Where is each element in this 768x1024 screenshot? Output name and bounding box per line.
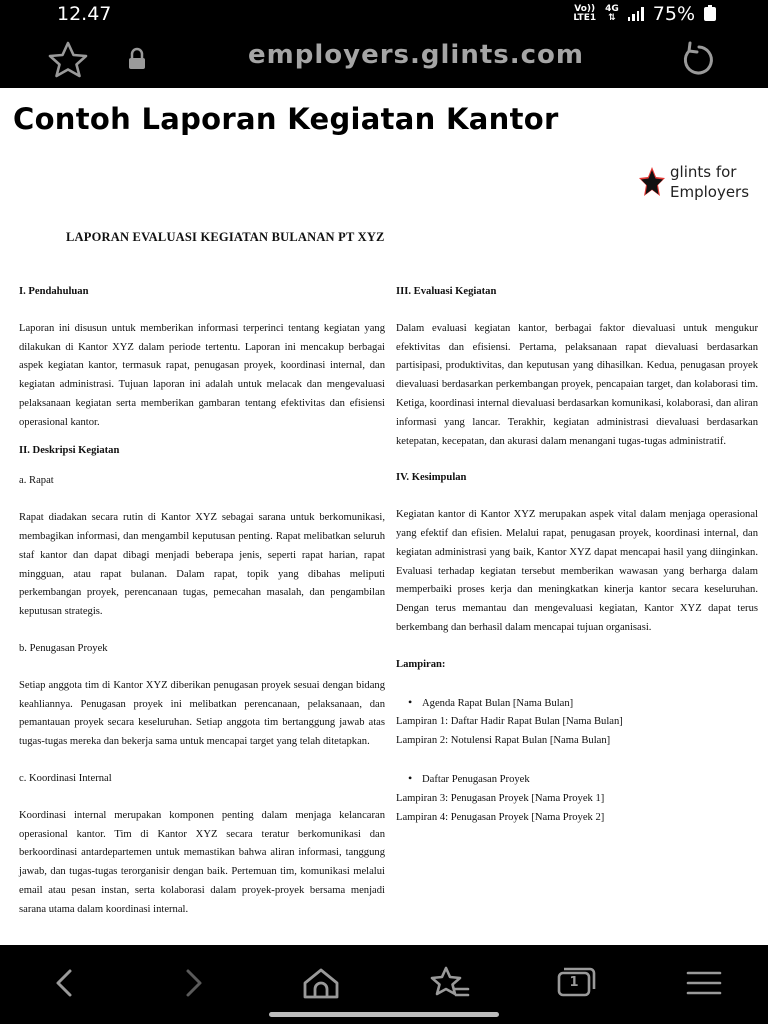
- section-heading: III. Evaluasi Kegiatan: [396, 286, 497, 297]
- section-paragraph: Setiap anggota tim di Kantor XYZ diberikan penugasan proyek sesuai dengan bidang keahliannya. Penugasan proyek ini melibatkan perencanaan, pelaksanaan, dan pemantauan proyek secara keseluruhan. Setiap anggota tim bertanggung jawab atas tugas-tugas mereka dan bekerja sama untuk mencapai target yang telah ditetapkan.: [19, 679, 385, 748]
- document-left-column: [19, 283, 385, 920]
- status-icons: [573, 3, 716, 25]
- subsection-heading: c. Koordinasi Internal: [19, 772, 112, 784]
- section-heading: II. Deskripsi Kegiatan: [19, 444, 120, 456]
- back-icon[interactable]: [38, 961, 90, 1005]
- status-bar: [0, 0, 768, 30]
- lampiran-heading: Lampiran:: [396, 658, 446, 670]
- url-field[interactable]: employers.glints.com: [248, 40, 584, 70]
- document-right-column: [396, 283, 758, 827]
- bookmarks-icon[interactable]: [422, 961, 474, 1005]
- home-indicator[interactable]: [269, 1012, 499, 1017]
- lampiran-item: Lampiran 1: Daftar Hadir Rapat Bulan [Nama Bulan]: [396, 716, 623, 728]
- address-bar: [0, 30, 768, 88]
- glints-star-icon: [638, 166, 666, 198]
- lock-icon: [126, 47, 148, 71]
- section-paragraph: Rapat diadakan secara rutin di Kantor XYZ sebagai sarana untuk berkomunikasi, membagikan informasi, dan mengambil keputusan penting. Rapat melibatkan seluruh staf kantor dan dapat dibagi menjadi beberapa jenis, seperti rapat harian, rapat mingguan, atau rapat bulanan. Dalam rapat, topik yang dibahas meliputi perkembangan proyek, perencanaan tugas, pemecahan masalah, dan pengambilan keputusan strategis.: [19, 512, 385, 618]
- bookmark-star-icon[interactable]: [46, 40, 90, 78]
- section-paragraph: Dalam evaluasi kegiatan kantor, berbagai faktor dievaluasi untuk mengukur efektivitas dan efisiensi. Pertama, pelaksanaan rapat dievaluasi berdasarkan partisipasi, produktivitas, dan keputusan yang dihasilkan. Kedua, penugasan proyek dievaluasi berdasarkan perkembangan proyek, pencapaian target, dan kolaborasi tim. Ketiga, koordinasi internal dievaluasi berdasarkan komunikasi, kolaborasi, dan aliran informasi yang lancar. Terakhir, kegiatan administrasi dievaluasi berdasarkan ketepatan, kecepatan, dan akurasi dalam menangani tugas-tugas administratif.: [396, 322, 758, 447]
- tab-count: 1: [569, 975, 579, 990]
- lampiran-item: Lampiran 2: Notulensi Rapat Bulan [Nama Bulan]: [396, 735, 611, 747]
- lampiran-item: Lampiran 4: Penugasan Proyek [Nama Proyek 2]: [396, 811, 605, 823]
- document-title: LAPORAN EVALUASI KEGIATAN BULANAN PT XYZ: [66, 230, 385, 244]
- forward-icon[interactable]: [168, 961, 220, 1005]
- section-heading: IV. Kesimpulan: [396, 472, 467, 484]
- section-paragraph: Laporan ini disusun untuk memberikan informasi terperinci tentang kegiatan yang dilakukan di Kantor XYZ dalam periode tertentu. Laporan ini mencakup berbagai aspek kegiatan kantor, termasuk rapat, penugasan proyek, koordinasi internal, dan kegiatan administrasi. Tujuan laporan ini adalah untuk melacak dan mengevaluasi pelaksanaan kegiatan serta memberikan gambaran tentang efektivitas dan efisiensi operasional kantor.: [19, 322, 385, 428]
- battery-percent: 75%: [652, 3, 695, 25]
- menu-icon[interactable]: [678, 961, 730, 1005]
- status-time: 12.47: [57, 3, 112, 25]
- page-headline: Contoh Laporan Kegiatan Kantor: [13, 102, 559, 136]
- section-paragraph: Kegiatan kantor di Kantor XYZ merupakan aspek vital dalam menjaga operasional yang efektif dan efisien. Melalui rapat, penugasan proyek, koordinasi internal, dan kegiatan administrasi yang baik, Kantor XYZ dapat mencapai hasil yang diinginkan. Evaluasi terhadap kegiatan tersebut memberikan wawasan yang berharga dalam memperbaiki proses kerja dan meningkatkan kinerja kantor secara keseluruhan. Dengan terus memantau dan mengevaluasi kegiatan, Kantor XYZ dapat terus berkembang dan berhasil dalam mencapai tujuan organisasi.: [396, 509, 758, 633]
- volte-icon: Vo)) LTE1: [573, 4, 597, 23]
- battery-icon: [704, 7, 716, 21]
- glints-logo-text: glints for Employers: [670, 163, 750, 201]
- home-icon[interactable]: [295, 961, 347, 1005]
- web-page: [0, 88, 768, 945]
- signal-icon: [628, 7, 644, 21]
- subsection-heading: b. Penugasan Proyek: [19, 642, 108, 654]
- reload-icon[interactable]: [677, 40, 721, 80]
- lampiran-bullet: • Agenda Rapat Bulan [Nama Bulan]: [396, 693, 758, 714]
- section-heading: I. Pendahuluan: [19, 286, 89, 297]
- lampiran-bullet: • Daftar Penugasan Proyek: [396, 769, 758, 790]
- section-paragraph: Koordinasi internal merupakan komponen penting dalam menjaga kelancaran operasional kantor. Tim di Kantor XYZ secara teratur berkomunikasi dan berkoordinasi antardepartemen untuk memastikan bahwa aliran informasi, tanggung jawab, dan tugas-tugas terorganisir dengan baik. Pertemuan tim, komunikasi melalui email atau pesan instan, serta kolaborasi dalam proyek-proyek bersama menjadi sarana utama dalam koordinasi internal.: [19, 809, 385, 915]
- subsection-heading: a. Rapat: [19, 475, 54, 487]
- tabs-button[interactable]: [550, 961, 602, 1005]
- network-type-icon: 4G ⇅: [605, 4, 619, 23]
- glints-logo: [638, 162, 748, 206]
- lampiran-item: Lampiran 3: Penugasan Proyek [Nama Proyek 1]: [396, 792, 605, 804]
